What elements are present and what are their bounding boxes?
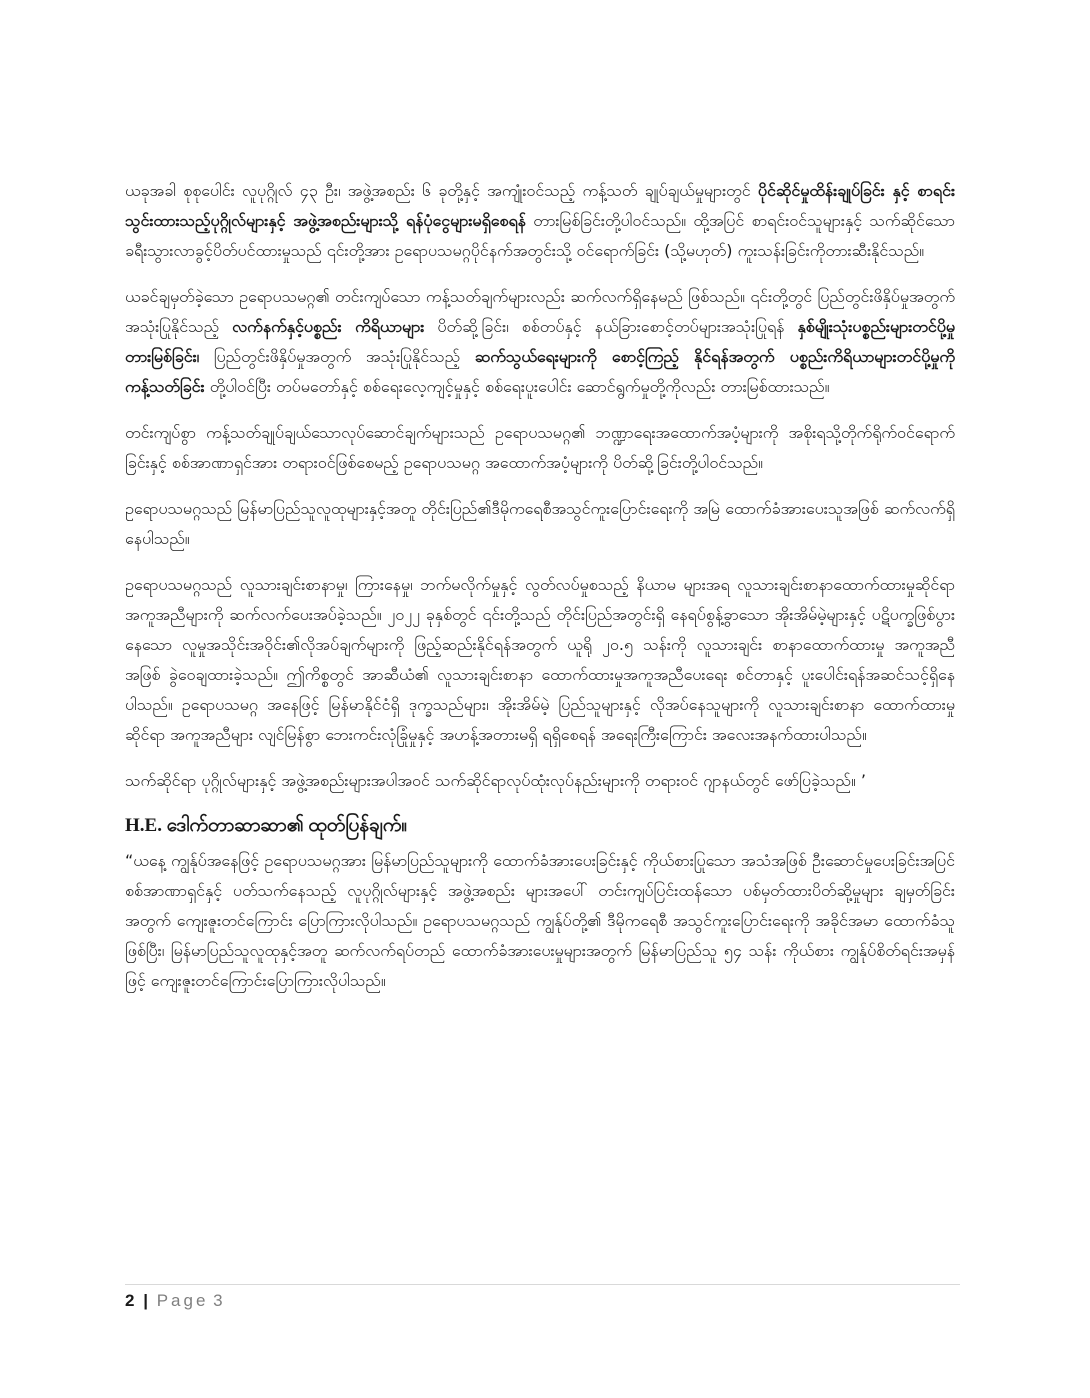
body-paragraph (125, 282, 955, 402)
paragraph-text: ပြည်တွင်းဖိနှိပ်မှုအတွက် အသုံးပြုနိုင်သည့် (199, 347, 475, 366)
body-paragraph (125, 570, 955, 750)
bold-text: ပိုင်ဆိုင်မှုထိန်းချုပ်ခြင်း နှင့် စာရင်းသွင်းထားသည့်ပုဂ္ဂိုလ်များနှင့် အဖွဲ့အစည်းများသို့ ရန်ပုံငွေများမရှိစေရန် (125, 181, 956, 230)
paragraph-text: တင်းကျပ်စွာ ကန့်သတ်ချုပ်ချယ်သောလုပ်ဆောင်ချက်များသည် ဥရောပသမဂ္ဂ၏ ဘဏ္ဍာရေးအထောက်အပံ့များကို အစိုးရသို့တိုက်ရိုက်ဝင်ရောက်ခြင်းနှင့် စစ်အာဏာရှင်အား တရားဝင်ဖြစ်စေမည့် ဥရောပသမဂ္ဂ အထောက်အပံ့များကို ပိတ်ဆို့ခြင်းတို့ပါဝင်သည်။ (125, 423, 955, 472)
paragraph-text: ပိတ်ဆို့ခြင်း၊ စစ်တပ်နှင့် နယ်ခြားစောင့်တပ်များအသုံးပြုရန် (424, 317, 798, 336)
paragraph-text: တို့ပါဝင်ပြီး တပ်မတော်နှင့် စစ်ရေးလေ့ကျင့်မှုနှင့် စစ်ရေးပူးပေါင်း ဆောင်ရွက်မှုတို့ကိုလည်း တားမြစ်ထားသည်။ (204, 377, 830, 396)
bold-text: ဆက်သွယ်ရေးများကို စောင့်ကြည့် နိုင်ရန်အတွက် ပစ္စည်းကိရိယာများတင်ပို့မှုကို ကန့်သတ်ခြင်း (125, 347, 955, 396)
footer-separator: | (143, 1291, 148, 1310)
total-pages: 3 (213, 1291, 226, 1310)
bold-text: လက်နက်နှင့်ပစ္စည်း ကိရိယာများ (232, 317, 425, 336)
quote-paragraph: “ယနေ့ ကျွန်ုပ်အနေဖြင့် ဥရောပသမဂ္ဂအား မြန်မာပြည်သူများကို ထောက်ခံအားပေးခြင်းနှင့် ကိုယ်စားပြုသော အသံအဖြစ် ဦးဆောင်မှုပေးခြင်းအပြင် စစ်အာဏာရှင်နှင့် ပတ်သက်နေသည့် လူပုဂ္ဂိုလ်များနှင့် အဖွဲ့အစည်း များအပေါ် တင်းကျပ်ပြင်းထန်သော ပစ်မှတ်ထားပိတ်ဆို့မှုများ ချမှတ်ခြင်းအတွက် ကျေးဇူးတင်ကြောင်း ပြောကြားလိုပါသည်။ ဥရောပသမဂ္ဂသည် ကျွန်ုပ်တို့၏ ဒီမိုကရေစီ အသွင်ကူးပြောင်းရေးကို အခိုင်အမာ ထောက်ခံသူဖြစ်ပြီး၊ မြန်မာပြည်သူလူထုနှင့်အတူ ဆက်လက်ရပ်တည် ထောက်ခံအားပေးမှုများအတွက် မြန်မာပြည်သူ ၅၄ သန်း ကိုယ်စား ကျွန်ုပ်စိတ်ရင်းအမှန်ဖြင့် ကျေးဇူးတင်ကြောင်းပြောကြားလိုပါသည်။ (125, 851, 955, 990)
body-paragraph (125, 176, 955, 266)
body-paragraph (125, 418, 955, 478)
paragraph-text: ယခုအခါ စုစုပေါင်း လူပုဂ္ဂိုလ် ၄၃ ဦး၊ အဖွဲ့အစည်း ၆ ခုတို့နှင့် အကျုံးဝင်သည့် ကန့်သတ် ချုပ်ချယ်မှုများတွင် (125, 181, 758, 200)
document-body (125, 176, 955, 1012)
page-footer (125, 1291, 226, 1311)
paragraph-text: ဥရောပသမဂ္ဂသည် လူသားချင်းစာနာမှု၊ ကြားနေမှု၊ ဘက်မလိုက်မှုနှင့် လွတ်လပ်မှုစသည့် နိယာမ များအရ လူသားချင်းစာနာထောက်ထားမှုဆိုင်ရာ အကူအညီများကို ဆက်လက်ပေးအပ်ခဲ့သည်။ ၂၀၂၂ ခုနှစ်တွင် ၎င်းတို့သည် တိုင်းပြည်အတွင်းရှိ နေရပ်စွန့်ခွာသော အိုးအိမ်မဲ့များနှင့် ပဋိပက္ခဖြစ်ပွားနေသော လူမှုအသိုင်းအဝိုင်း၏လိုအပ်ချက်များကို ဖြည့်ဆည်းနိုင်ရန်အတွက် ယူရို ၂၀.၅ သန်းကို လူသားချင်း စာနာထောက်ထားမှု အကူအညီ အဖြစ် ခွဲဝေချထားခဲ့သည်။ ဤကိစ္စတွင် အာဆီယံ၏ လူသားချင်းစာနာ ထောက်ထားမှုအကူအညီပေးရေး စင်တာနှင့် ပူးပေါင်းရန်အဆင်သင့်ရှိနေပါသည်။ ဥရောပသမဂ္ဂ အနေဖြင့် မြန်မာနိုင်ငံရှိ ဒုက္ခသည်များ၊ အိုးအိမ်မဲ့ ပြည်သူများနှင့် လိုအပ်နေသူများကို လူသားချင်းစာနာ ထောက်ထားမှုဆိုင်ရာ အကူအညီများ လျင်မြန်စွာ ဘေးကင်းလုံခြုံမှုနှင့် အဟန့်အတားမရှိ ရရှိစေရန် အရေးကြီးကြောင်း အလေးအနက်ထားပါသည်။ (125, 575, 955, 744)
body-paragraph (125, 766, 955, 796)
paragraph-text: ယခင်ချမှတ်ခဲ့သော ဥရောပသမဂ္ဂ၏ တင်းကျပ်သော ကန့်သတ်ချက်များလည်း ဆက်လက်ရှိနေမည် ဖြစ်သည်။ ၎င်းတို့တွင် ပြည်တွင်းဖိနှိပ်မှုအတွက်အသုံးပြုနိုင်သည့် (125, 287, 955, 336)
paragraph-text: ဥရောပသမဂ္ဂသည် မြန်မာပြည်သူလူထုများနှင့်အတူ တိုင်းပြည်၏ဒီမိုကရေစီအသွင်ကူးပြောင်းရေးကို အမြဲ ထောက်ခံအားပေးသူအဖြစ် ဆက်လက်ရှိနေပါသည်။ (125, 499, 955, 548)
paragraph-text: သက်ဆိုင်ရာ ပုဂ္ဂိုလ်များနှင့် အဖွဲ့အစည်းများအပါအဝင် သက်ဆိုင်ရာလုပ်ထုံးလုပ်နည်းများကို တရားဝင် ဂျာနယ်တွင် ဖော်ပြခဲ့သည်။ ’ (125, 771, 866, 790)
body-paragraph (125, 494, 955, 554)
bold-text: နှစ်မျိုးသုံးပစ္စည်းများတင်ပို့မှု တားမြစ်ခြင်း၊ (125, 317, 956, 366)
page-number: 2 (125, 1291, 135, 1310)
section-heading: H.E. ဒေါက်တာဆာဆာ၏ ထုတ်ပြန်ချက်။ (125, 815, 408, 836)
paragraph-list (125, 176, 955, 796)
page-label: Page (156, 1291, 209, 1310)
footer-divider (125, 1284, 960, 1285)
paragraph-text: တားမြစ်ခြင်းတို့ပါဝင်သည်။ ထို့အပြင် စာရင်းဝင်သူများနှင့် သက်ဆိုင်သော ခရီးသွားလာခွင့်ပိတ်ပင်ထားမှုသည် ၎င်းတို့အား ဥရောပသမဂ္ဂပိုင်နက်အတွင်းသို့ ဝင်ရောက်ခြင်း (သို့မဟုတ်) ကူးသန်းခြင်းကိုတားဆီးနိုင်သည်။ (125, 211, 956, 260)
